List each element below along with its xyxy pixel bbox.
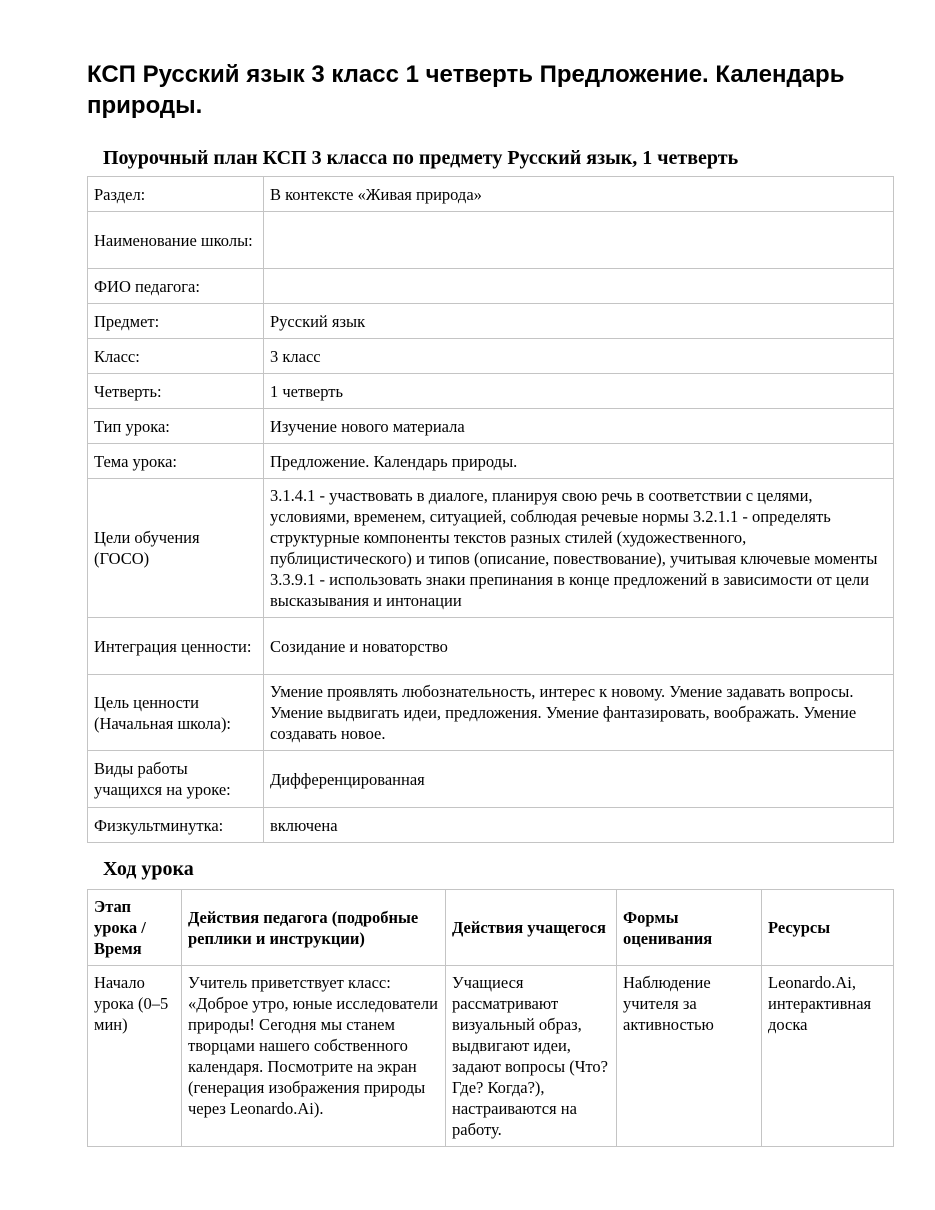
info-value [264, 269, 894, 304]
teacher-actions-cell: Учитель приветствует класс: «Доброе утро, юные исследователи природы! Сегодня мы станем творцами нашего собственного календаря. Посмотрите на экран (генерация изображения природы через Leonardo.Ai). [182, 966, 446, 1147]
lesson-heading: Ход урока [103, 858, 194, 880]
info-row-lesson-type [88, 409, 894, 444]
info-label: Виды работы учащихся на уроке: [88, 751, 264, 808]
info-value: 1 четверть [264, 374, 894, 409]
info-value: Русский язык [264, 304, 894, 339]
plan-heading: Поурочный план КСП 3 класса по предмету Русский язык, 1 четверть [103, 147, 739, 169]
info-value: Предложение. Календарь природы. [264, 444, 894, 479]
info-value: Умение проявлять любознательность, интерес к новому. Умение задавать вопросы. Умение выдвигать идеи, предложения. Умение фантазировать, воображать. Умение создавать новое. [264, 675, 894, 751]
lesson-info-table [87, 176, 894, 843]
column-header-stage: Этап урока / Время [88, 890, 182, 966]
info-label: Физкультминутка: [88, 808, 264, 843]
document-title: КСП Русский язык 3 класс 1 четверть Предложение. Календарь природы. [87, 61, 845, 119]
info-label: Четверть: [88, 374, 264, 409]
info-value: Созидание и новаторство [264, 618, 894, 675]
info-value: 3.1.4.1 - участвовать в диалоге, планируя свою речь в соответствии с целями, условиями, временем, ситуацией, соблюдая речевые нормы 3.2.1.1 - определять структурные компоненты текстов разных стилей (художественного, публицистического) и типов (описание, повествование), учитывая ключевые моменты 3.3.9.1 - использовать знаки препинания в конце предложений в зависимости от цели высказывания и интонации [264, 479, 894, 618]
info-row-learning-goals [88, 479, 894, 618]
info-label: Интеграция ценности: [88, 618, 264, 675]
info-value: Дифференцированная [264, 751, 894, 808]
info-label: Тема урока: [88, 444, 264, 479]
info-row-work-types [88, 751, 894, 808]
info-value [264, 212, 894, 269]
stage-cell: Начало урока (0–5 мин) [88, 966, 182, 1147]
column-header-teacher: Действия педагога (подробные реплики и инструкции) [182, 890, 446, 966]
table-row [88, 966, 894, 1147]
info-row-teacher [88, 269, 894, 304]
info-value: В контексте «Живая природа» [264, 177, 894, 212]
info-label: Тип урока: [88, 409, 264, 444]
info-label: Раздел: [88, 177, 264, 212]
lesson-steps-table [87, 889, 894, 1147]
info-row-value-goal [88, 675, 894, 751]
info-row-school [88, 212, 894, 269]
info-label: ФИО педагога: [88, 269, 264, 304]
steps-header-row [88, 890, 894, 966]
document-page [87, 0, 893, 1147]
info-label: Цель ценности (Начальная школа): [88, 675, 264, 751]
info-row-class [88, 339, 894, 374]
info-label: Наименование школы: [88, 212, 264, 269]
info-label: Класс: [88, 339, 264, 374]
column-header-student: Действия учащегося [446, 890, 617, 966]
info-row-topic [88, 444, 894, 479]
student-actions-cell: Учащиеся рассматривают визуальный образ, выдвигают идеи, задают вопросы (Что? Где? Когда?), настраиваются на работу. [446, 966, 617, 1147]
column-header-resources: Ресурсы [762, 890, 894, 966]
info-row-section [88, 177, 894, 212]
info-value: Изучение нового материала [264, 409, 894, 444]
info-row-values [88, 618, 894, 675]
info-value: 3 класс [264, 339, 894, 374]
info-label: Цели обучения (ГОСО) [88, 479, 264, 618]
info-row-subject [88, 304, 894, 339]
info-row-quarter [88, 374, 894, 409]
info-label: Предмет: [88, 304, 264, 339]
info-value: включена [264, 808, 894, 843]
resources-cell: Leonardo.Ai, интерактивная доска [762, 966, 894, 1147]
assessment-cell: Наблюдение учителя за активностью [617, 966, 762, 1147]
column-header-assessment: Формы оценивания [617, 890, 762, 966]
info-row-exercise-break [88, 808, 894, 843]
